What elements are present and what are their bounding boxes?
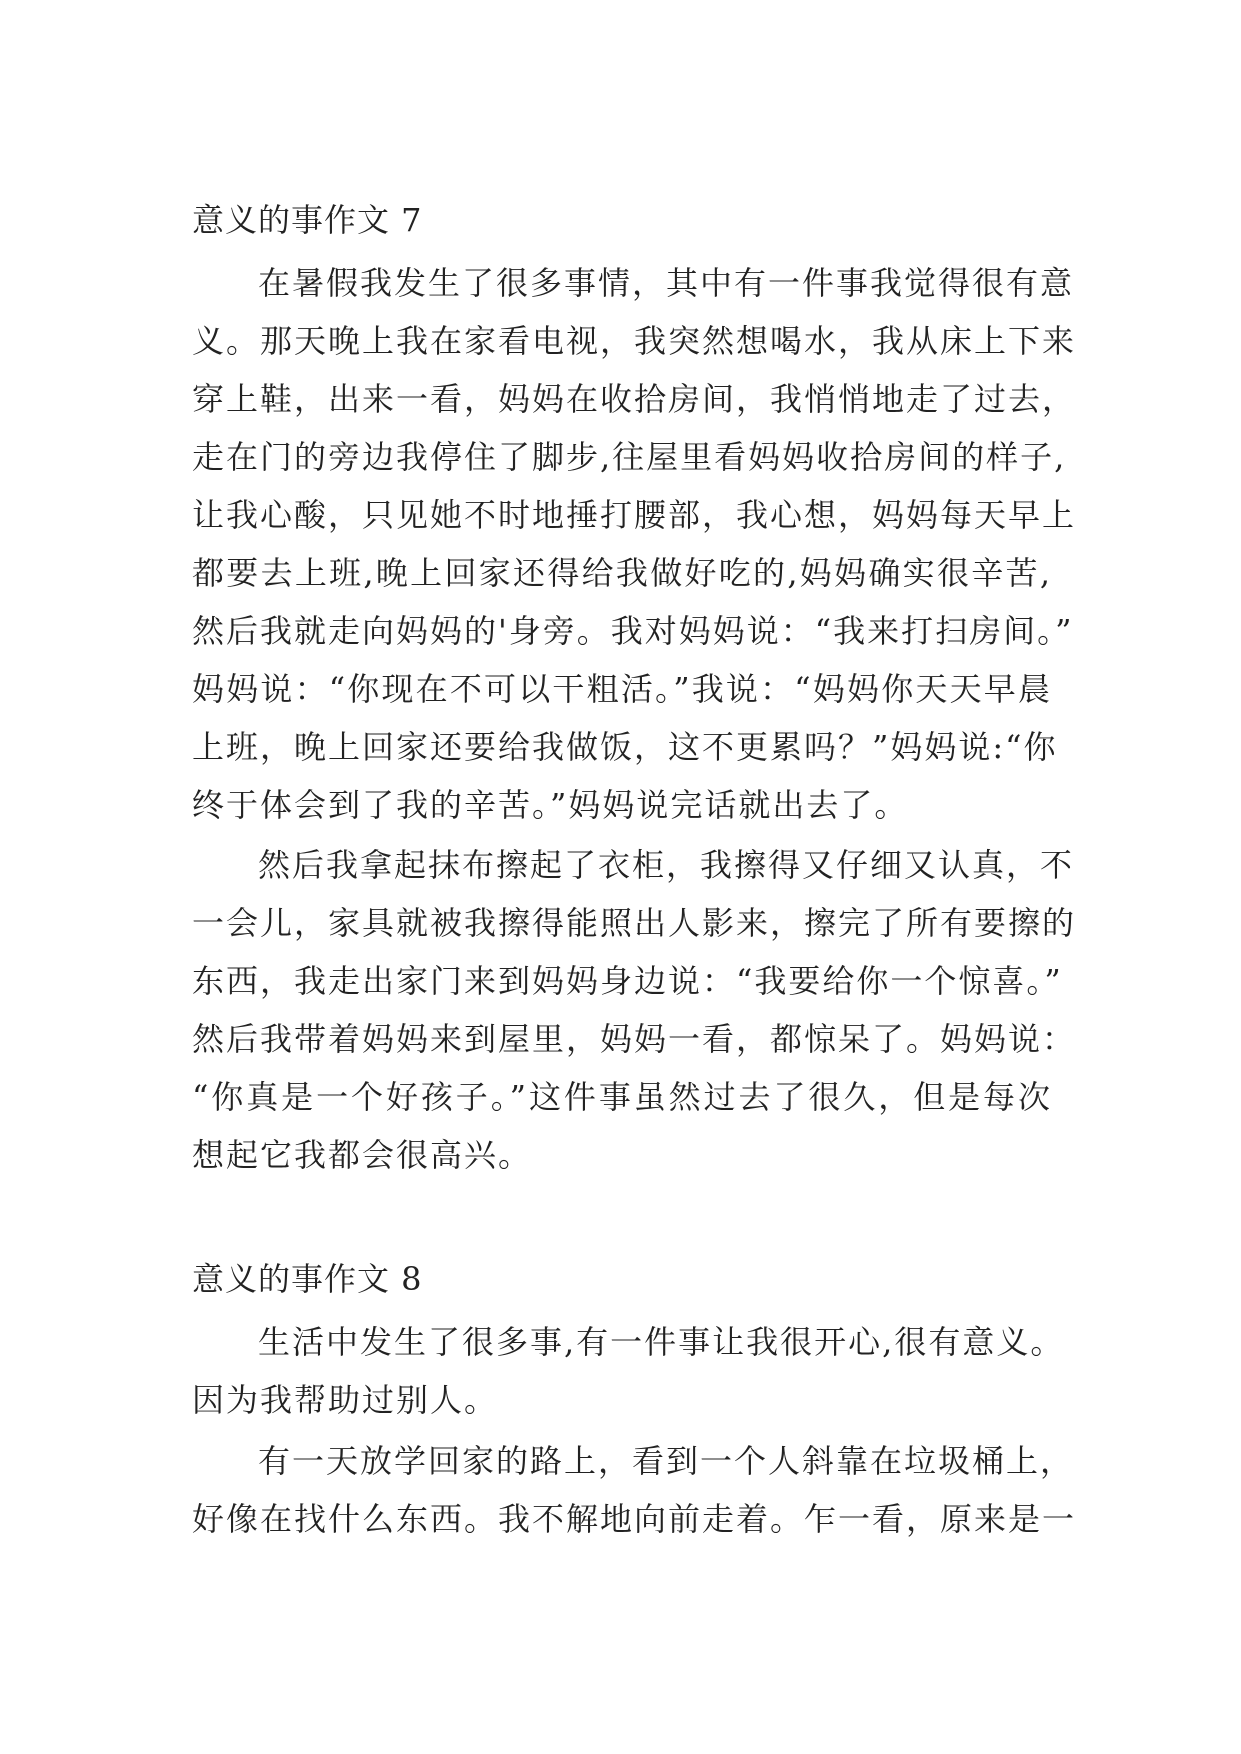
essay-7-line: 在暑假我发生了很多事情，其中有一件事我觉得很有意 <box>258 264 1075 302</box>
essay-7-line: 让我心酸，只见她不时地捶打腰部，我心想，妈妈每天早上 <box>192 496 1077 534</box>
essay-7-line: 然后我拿起抹布擦起了衣柜，我擦得又仔细又认真，不 <box>258 846 1075 884</box>
essay-8-line: 好像在找什么东西。我不解地向前走着。乍一看，原来是一 <box>192 1500 1077 1538</box>
essay-7-line: “你真是一个好孩子。”这件事虽然过去了很久，但是每次 <box>192 1078 1052 1116</box>
essay-7-title: 意义的事作文 7 <box>192 201 423 239</box>
essay-8-title: 意义的事作文 8 <box>192 1260 423 1298</box>
essay-7-line: 走在门的旁边我停住了脚步,往屋里看妈妈收拾房间的样子, <box>192 438 1067 476</box>
essay-7-line: 一会儿，家具就被我擦得能照出人影来，擦完了所有要擦的 <box>192 904 1077 942</box>
essay-7-line: 都要去上班,晚上回家还得给我做好吃的,妈妈确实很辛苦, <box>192 554 1052 592</box>
essay-7-line: 然后我就走向妈妈的'身旁。我对妈妈说：“我来打扫房间。” <box>192 612 1074 650</box>
essay-7-line: 义。那天晚上我在家看电视，我突然想喝水，我从床上下来 <box>192 322 1077 360</box>
essay-7-line: 妈妈说：“你现在不可以干粗活。”我说：“妈妈你天天早晨 <box>192 670 1052 708</box>
essay-7-line: 上班，晚上回家还要给我做饭，这不更累吗？”妈妈说:“你 <box>192 728 1058 766</box>
essay-7-line: 穿上鞋，出来一看，妈妈在收拾房间，我悄悄地走了过去， <box>192 380 1077 418</box>
essay-8-line: 生活中发生了很多事,有一件事让我很开心,很有意义。 <box>258 1323 1065 1361</box>
essay-7-line: 终于体会到了我的辛苦。”妈妈说完话就出去了。 <box>192 786 909 824</box>
essay-8-line: 有一天放学回家的路上，看到一个人斜靠在垃圾桶上， <box>258 1442 1075 1480</box>
essay-8-line: 因为我帮助过别人。 <box>192 1381 499 1419</box>
essay-7-line: 然后我带着妈妈来到屋里，妈妈一看，都惊呆了。妈妈说： <box>192 1020 1077 1058</box>
essay-7-line: 想起它我都会很高兴。 <box>192 1136 533 1174</box>
essay-7-line: 东西，我走出家门来到妈妈身边说：“我要给你一个惊喜。” <box>192 962 1063 1000</box>
